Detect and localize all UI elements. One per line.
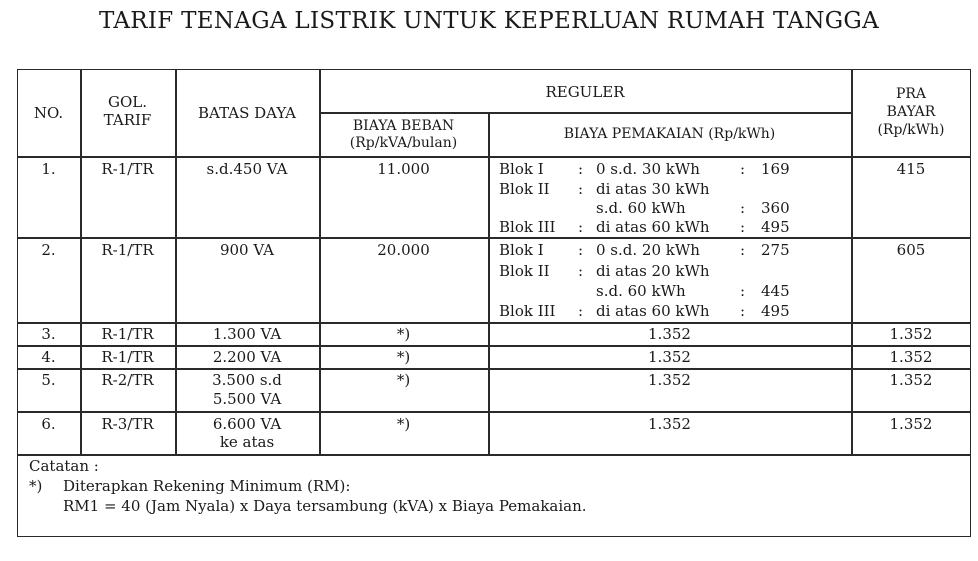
block-sep: : — [578, 218, 584, 236]
cell-no: 1. — [41, 160, 56, 178]
cell-gol-tarif: R-1/TR — [101, 325, 154, 343]
cell-batas-daya: 6.600 VA — [212, 415, 282, 433]
rule — [17, 156, 971, 158]
rule — [17, 345, 971, 347]
header-biaya-beban: BIAYA BEBAN — [352, 118, 455, 134]
header-prabayar: BAYAR — [886, 104, 936, 120]
header-prabayar: (Rp/kWh) — [877, 122, 945, 138]
cell-biaya-pemakaian: 1.352 — [648, 415, 691, 433]
block-range: di atas 20 kWh — [596, 262, 710, 280]
header-batas-daya: BATAS DAYA — [198, 104, 296, 122]
cell-biaya-beban: *) — [396, 371, 411, 389]
block-range: 0 s.d. 30 kWh — [596, 160, 700, 178]
cell-biaya-pemakaian: 1.352 — [648, 325, 691, 343]
cell-biaya-pemakaian: 1.352 — [648, 371, 691, 389]
header-prabayar: PRA — [895, 86, 927, 102]
cell-no: 3. — [41, 325, 56, 343]
block-range: s.d. 60 kWh — [596, 282, 686, 300]
header-no: NO. — [33, 104, 64, 122]
block-label: Blok III — [499, 218, 556, 236]
cell-prabayar: 1.352 — [889, 348, 933, 366]
block-label: Blok II — [499, 262, 550, 280]
block-sep: : — [578, 302, 584, 320]
cell-no: 2. — [41, 241, 56, 259]
cell-no: 4. — [41, 348, 56, 366]
header-gol: TARIF — [103, 111, 152, 129]
header-gol: GOL. — [107, 93, 147, 111]
cell-batas-daya: 5.500 VA — [212, 390, 282, 408]
block-range: di atas 30 kWh — [596, 180, 710, 198]
cell-batas-daya: ke atas — [219, 433, 275, 451]
block-value: 360 — [761, 199, 790, 217]
cell-prabayar: 605 — [896, 241, 926, 259]
block-label: Blok I — [499, 241, 544, 259]
cell-biaya-beban: *) — [396, 415, 411, 433]
notes-line: RM1 = 40 (Jam Nyala) x Daya tersambung (kVA) x Biaya Pemakaian. — [63, 497, 587, 515]
block-value: 445 — [761, 282, 790, 300]
cell-batas-daya: s.d.450 VA — [206, 160, 288, 178]
notes-line: Diterapkan Rekening Minimum (RM): — [63, 477, 351, 495]
notes-mark: *) — [29, 477, 43, 495]
cell-prabayar: 1.352 — [889, 415, 933, 433]
cell-batas-daya: 1.300 VA — [212, 325, 282, 343]
notes-heading: Catatan : — [29, 457, 99, 475]
cell-gol-tarif: R-1/TR — [101, 241, 154, 259]
cell-biaya-pemakaian: 1.352 — [648, 348, 691, 366]
cell-prabayar: 415 — [896, 160, 926, 178]
rule — [17, 411, 971, 413]
cell-batas-daya: 900 VA — [219, 241, 275, 259]
cell-gol-tarif: R-3/TR — [101, 415, 154, 433]
cell-gol-tarif: R-1/TR — [101, 160, 154, 178]
cell-no: 5. — [41, 371, 56, 389]
cell-gol-tarif: R-1/TR — [101, 348, 154, 366]
block-sep: : — [578, 262, 584, 280]
rule — [488, 112, 490, 455]
cell-prabayar: 1.352 — [889, 325, 933, 343]
block-label: Blok I — [499, 160, 544, 178]
block-range: 0 s.d. 20 kWh — [596, 241, 700, 259]
block-value: 169 — [761, 160, 790, 178]
rule — [17, 322, 971, 324]
rule — [17, 237, 971, 239]
cell-batas-daya: 3.500 s.d — [212, 371, 282, 389]
cell-biaya-beban: *) — [396, 325, 411, 343]
block-colon: : — [740, 241, 746, 259]
rule — [17, 454, 971, 456]
block-colon: : — [740, 218, 746, 236]
block-label: Blok III — [499, 302, 556, 320]
block-range: di atas 60 kWh — [596, 218, 710, 236]
block-range: s.d. 60 kWh — [596, 199, 686, 217]
block-sep: : — [578, 241, 584, 259]
header-reguler: REGULER — [545, 83, 625, 101]
block-colon: : — [740, 282, 746, 300]
rule — [319, 112, 851, 114]
cell-biaya-beban: *) — [396, 348, 411, 366]
block-value: 275 — [761, 241, 790, 259]
cell-biaya-beban: 20.000 — [377, 241, 430, 259]
block-value: 495 — [761, 302, 790, 320]
cell-prabayar: 1.352 — [889, 371, 933, 389]
page-title: TARIF TENAGA LISTRIK UNTUK KEPERLUAN RUMAH TANGGA — [99, 8, 879, 34]
block-value: 495 — [761, 218, 790, 236]
block-colon: : — [740, 199, 746, 217]
rule — [17, 368, 971, 370]
header-biaya-pemakaian: BIAYA PEMAKAIAN (Rp/kWh) — [563, 126, 776, 142]
block-colon: : — [740, 160, 746, 178]
block-colon: : — [740, 302, 746, 320]
cell-no: 6. — [41, 415, 56, 433]
cell-gol-tarif: R-2/TR — [101, 371, 154, 389]
block-label: Blok II — [499, 180, 550, 198]
cell-biaya-beban: 11.000 — [377, 160, 430, 178]
header-biaya-beban: (Rp/kVA/bulan) — [349, 135, 458, 151]
block-range: di atas 60 kWh — [596, 302, 710, 320]
block-sep: : — [578, 180, 584, 198]
block-sep: : — [578, 160, 584, 178]
cell-batas-daya: 2.200 VA — [212, 348, 282, 366]
